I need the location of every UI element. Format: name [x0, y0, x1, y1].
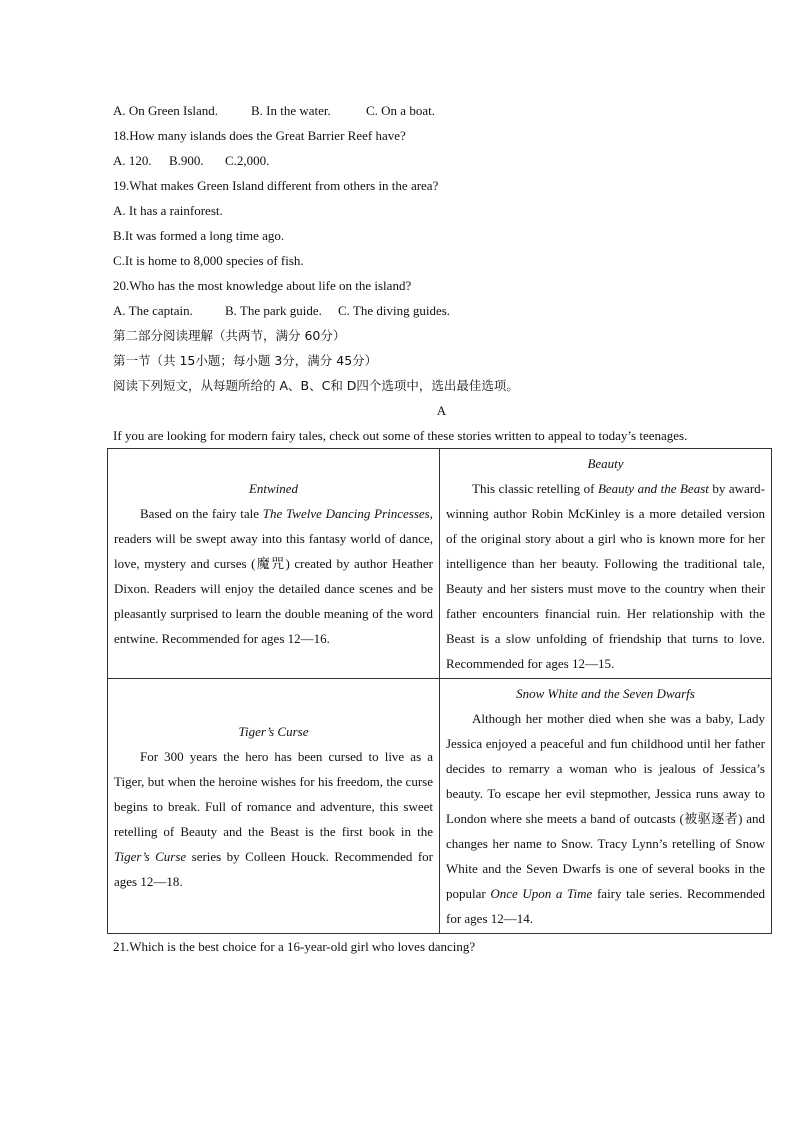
book-description [446, 706, 765, 931]
desc-italic: The Twelve Dancing Princesses [262, 506, 430, 521]
desc-italic: Beauty and the Beast [597, 481, 709, 496]
q18-options [113, 148, 770, 173]
book-title: Snow White and the Seven Dwarfs [516, 686, 695, 701]
book-table [107, 448, 772, 934]
section1-heading: 第一节（共 15小题；每小题 3分，满分 45分） [113, 353, 378, 368]
q20-option-c: C. The diving guides. [338, 303, 451, 318]
desc-text: , readers will be swept away into this fantasy world of dance, love, mystery and curses (魔咒) created by author Heather Dixon. Readers will enjoy the detailed dance scenes and be pleasantly surprised to learn the double meaning of the word entwine. Recommended for ages 12—16. [114, 506, 433, 646]
desc-italic: Once Upon a Time [490, 886, 593, 901]
q17-options [113, 98, 770, 123]
q17-option-b: B. In the water. [251, 103, 331, 118]
passage-label: A [436, 403, 447, 418]
book-title: Entwined [248, 481, 299, 496]
book-title: Beauty [587, 456, 624, 471]
q20-option-a: A. The captain. [113, 303, 193, 318]
q19-option-b: B.It was formed a long time ago. [113, 228, 285, 243]
q18-question: 18.How many islands does the Great Barrier Reef have? [113, 128, 406, 143]
book-description [446, 476, 765, 676]
desc-text: by award-winning author Robin McKinley is a more detailed version of the original story about a girl who is known more for her intelligence than her beauty. Following the traditional tale, Beauty and her sisters must move to the country when their father encounters financial ruin. Her relationship with the Beast is a slow unfolding of friendship that turns to love. Recommended for ages 12—15. [446, 481, 765, 671]
book-description [114, 744, 433, 894]
desc-text: fairy tale series. Recommended for ages 12—14. [446, 886, 765, 926]
q18-option-a: A. 120. [113, 153, 152, 168]
book-cell-entwined [108, 449, 440, 679]
book-description [114, 501, 433, 651]
desc-text: This classic retelling of [472, 481, 598, 496]
q17-option-a: A. On Green Island. [113, 103, 219, 118]
desc-text: series by Colleen Houck. Recommended for ages 12—18. [114, 848, 433, 889]
book-cell-tiger [108, 679, 440, 934]
q18-option-c: C.2,000. [225, 153, 270, 168]
desc-italic: Tiger’s Curse [114, 848, 187, 864]
table-row [108, 449, 772, 679]
q17-option-c: C. On a boat. [366, 103, 435, 118]
book-title: Tiger’s Curse [238, 723, 309, 739]
exam-page [113, 98, 770, 959]
desc-text: Although her mother died when she was a baby, Lady Jessica enjoyed a peaceful and fun childhood until her father decides to remarry a woman who is jealous of Jessica’s beauty. To escape her evil stepmother, Jessica runs away to London where she meets a band of outcasts (被驱逐者) and changes her name to Snow. Tracy Lynn’s retelling of Snow White and the Seven Dwarfs is one of several books in the popular [446, 711, 765, 901]
q21-question: 21.Which is the best choice for a 16-year-old girl who loves dancing? [113, 939, 476, 954]
q19-option-c: C.It is home to 8,000 species of fish. [113, 253, 304, 268]
book-cell-beauty [440, 449, 772, 679]
desc-text: For 300 years the hero has been cursed to live as a Tiger, but when the heroine wishes for his freedom, the curse begins to break. Full of romance and adventure, this sweet retelling of Beauty and the Beast is the first book in the [114, 748, 433, 839]
q20-option-b: B. The park guide. [225, 303, 322, 318]
q20-question: 20.Who has the most knowledge about life on the island? [113, 278, 412, 293]
q19-question: 19.What makes Green Island different from others in the area? [113, 178, 439, 193]
part2-heading: 第二部分阅读理解（共两节，满分 60分） [113, 328, 346, 343]
desc-text: Based on the fairy tale [140, 506, 263, 521]
q18-option-b: B.900. [169, 153, 204, 168]
q19-option-a: A. It has a rainforest. [113, 203, 223, 218]
table-row [108, 679, 772, 934]
passage-intro: If you are looking for modern fairy tales, check out some of these stories written to appeal to today’s teenages. [113, 428, 688, 443]
q20-options [113, 298, 770, 323]
book-cell-snow [440, 679, 772, 934]
instruction: 阅读下列短文，从每题所给的 A、B、C和 D四个选项中，选出最佳选项。 [113, 378, 519, 393]
